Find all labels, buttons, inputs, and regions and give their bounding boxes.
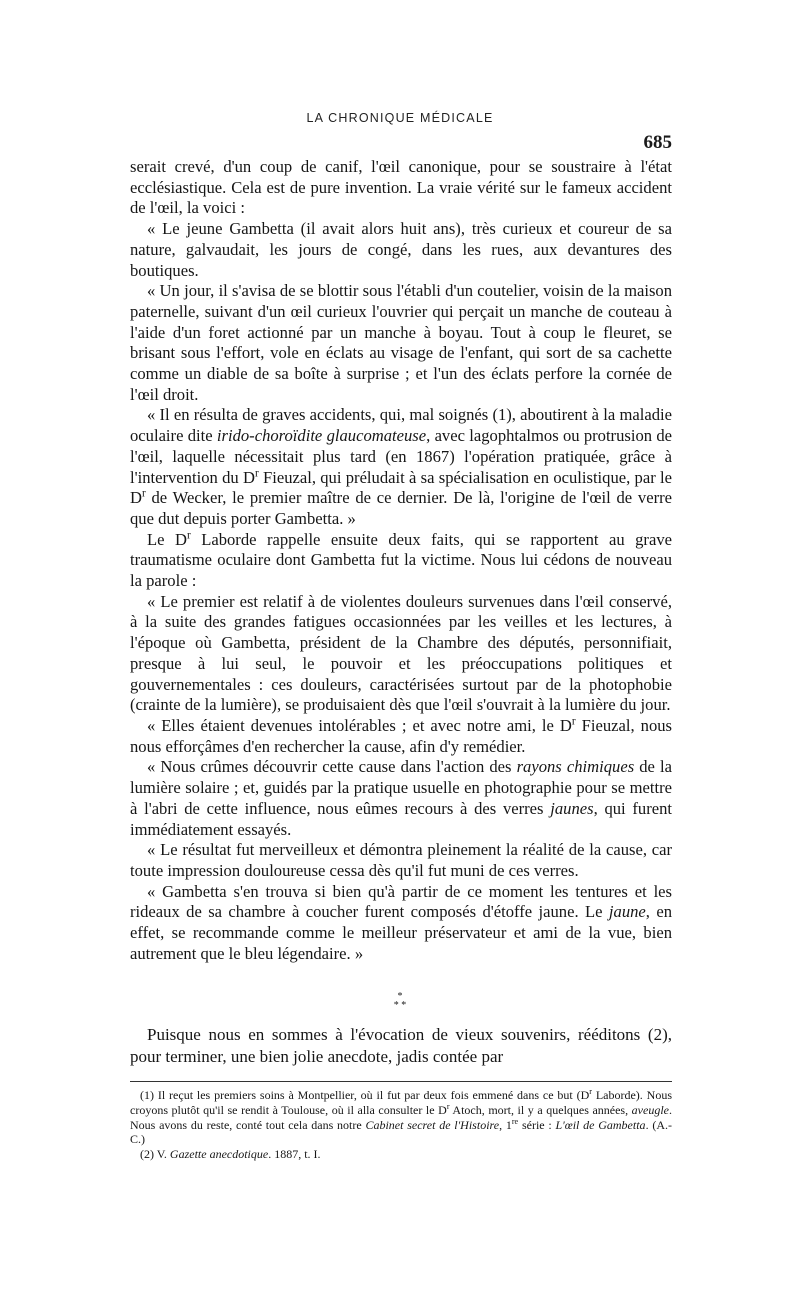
- text-run: Laborde). Nous croyons plutôt qu'il se rendit à Toulouse, où il alla consulter le D: [130, 1088, 673, 1117]
- italic-text: rayons chimiques: [516, 757, 635, 777]
- text-run: de Wecker, le premier maître de ce dernier. De là, l'origine de l'œil de verre que dut depuis porter Gambetta. »: [130, 488, 672, 528]
- text-run: , avec lagophtalmos ou protrusion de l'œil, laquelle nécessitait plus tard (en 1867) l'opération pratiquée, grâce à l'intervention du D: [130, 426, 672, 487]
- text-run: Le D: [147, 529, 187, 549]
- footnote-divider: [130, 1081, 672, 1082]
- paragraph: [130, 1147, 672, 1162]
- text-run: série :: [518, 1117, 556, 1132]
- text-run: Atoch, mort, il y a quelques années,: [449, 1102, 632, 1117]
- text-run: , en effet, se recommande comme le meilleur préservateur et ami de la vue, bien autrement que le bleu légendaire. »: [130, 902, 672, 963]
- text-run: « Il en résulta de graves accidents, qui, mal soignés (1), aboutirent à la maladie oculaire dite: [130, 405, 672, 446]
- paragraph: [130, 882, 672, 965]
- paragraph: [130, 592, 672, 716]
- text-run: « Elles étaient devenues intolérables ; et avec notre ami, le D: [147, 715, 572, 735]
- text-run: . (A.-C.): [130, 1117, 672, 1147]
- italic-text: jaunes: [550, 798, 594, 818]
- running-title: LA CHRONIQUE MÉDICALE: [306, 111, 494, 125]
- text-run: « Gambetta s'en trouva si bien qu'à partir de ce moment les tentures et les rideaux de sa chambre à coucher furent composés d'étoffe jaune. Le: [130, 881, 672, 922]
- body-text: [130, 157, 672, 964]
- text-run: Laborde rappelle ensuite deux faits, qui se rapportent au grave traumatisme oculaire dont Gambetta fut la victime. Nous lui cédons de nouveau la parole :: [130, 529, 672, 591]
- paragraph: [130, 219, 672, 281]
- text-run: . Nous avons du reste, conté tout cela dans notre: [130, 1102, 672, 1132]
- superscript-text: re: [511, 1116, 519, 1126]
- text-run: « Nous crûmes découvrir cette cause dans l'action des: [147, 757, 517, 777]
- superscript-text: r: [446, 1101, 450, 1111]
- paragraph: [130, 405, 672, 529]
- superscript-text: r: [186, 529, 191, 542]
- superscript-text: r: [141, 487, 146, 500]
- superscript-text: r: [254, 467, 259, 480]
- paragraph: [130, 757, 672, 840]
- footnotes: [130, 1088, 672, 1162]
- text-run: de la lumière solaire ; et, guidés par la pratique usuelle en photographie pour se mettre à l'abri de cette influence, nous eûmes recours à des verres: [130, 757, 672, 818]
- paragraph: [130, 1088, 672, 1147]
- italic-text: jaune: [608, 902, 646, 922]
- paragraph: [130, 840, 672, 881]
- text-run: Puisque nous en sommes à l'évocation de vieux souvenirs, rééditons (2), pour terminer, une bien jolie anecdote, jadis contée par: [130, 1025, 672, 1066]
- text-run: (2) V.: [140, 1147, 170, 1162]
- paragraph: [130, 716, 672, 757]
- paragraph: [130, 1024, 672, 1067]
- italic-text: Gazette anecdotique: [169, 1147, 269, 1162]
- superscript-text: r: [571, 715, 576, 728]
- italic-text: Cabinet secret de l'Histoire: [365, 1117, 500, 1132]
- text-run: , 1: [499, 1117, 512, 1132]
- text-run: Fieuzal, nous nous efforçâmes d'en rechercher la cause, afin d'y remédier.: [130, 715, 673, 756]
- text-run: « Un jour, il s'avisa de se blottir sous l'établi d'un coutelier, voisin de la maison paternelle, suivant d'un œil curieux l'ouvrier qui perçait un manche de couteau à l'aide d'un foret actionné par un manche à boyau. Tout à coup le fleuret, se brisant sous l'effort, vole en éclats au visage de l'enfant, qui sort de sa cachette comme un diable de sa boîte à surprise ; et l'un des éclats perfore la cornée de l'œil droit.: [130, 281, 672, 404]
- text-run: . 1887, t. I.: [268, 1147, 321, 1162]
- text-run: « Le résultat fut merveilleux et démontra pleinement la réalité de la cause, car toute impression douloureuse cessa dès qu'il fut muni de ces verres.: [130, 840, 672, 880]
- separator-bottom-asterisks: * *: [393, 1000, 407, 1011]
- superscript-text: r: [589, 1087, 592, 1096]
- text-run: serait crevé, d'un coup de canif, l'œil canonique, pour se soustraire à l'état ecclésiastique. Cela est de pure invention. La vraie vérité sur le fameux accident de l'œil, la voici :: [130, 157, 672, 218]
- separator-top-asterisk: *: [397, 991, 403, 1002]
- text-run: Fieuzal, qui préludait à sa spécialisation en oculistique, par le D: [130, 467, 673, 508]
- italic-text: irido-choroïdite glaucomateuse: [216, 426, 427, 446]
- page-number: 685: [643, 132, 672, 153]
- paragraph: [130, 157, 672, 219]
- italic-text: aveugle: [631, 1102, 669, 1117]
- italic-text: L'œil de Gambetta: [555, 1117, 646, 1132]
- paragraph: [130, 530, 672, 592]
- section-separator: [384, 992, 416, 1010]
- paragraph: [130, 281, 672, 405]
- closing-text: [130, 1024, 672, 1067]
- text-run: « Le jeune Gambetta (il avait alors huit ans), très curieux et coureur de sa nature, galvaudait, les jours de congé, dans les rues, aux devantures des boutiques.: [130, 219, 672, 280]
- text-run: (1) Il reçut les premiers soins à Montpellier, où il fut par deux fois emmené dans ce but (D: [140, 1088, 590, 1102]
- text-run: « Le premier est relatif à de violentes douleurs survenues dans l'œil conservé, à la suite des grandes fatigues occasionnées par les veilles et les lectures, à l'époque où Gambetta, président de la Chambre des députés, personnifiait, presque à lui seul, le pouvoir et les préoccupations politiques et gouvernementales : ces douleurs, caractérisées surtout par de la photophobie (crainte de la lumière), se produisaient dès que l'œil s'ouvrait à la lumière du jour.: [130, 591, 672, 715]
- text-run: , qui furent immédiatement essayés.: [130, 798, 672, 839]
